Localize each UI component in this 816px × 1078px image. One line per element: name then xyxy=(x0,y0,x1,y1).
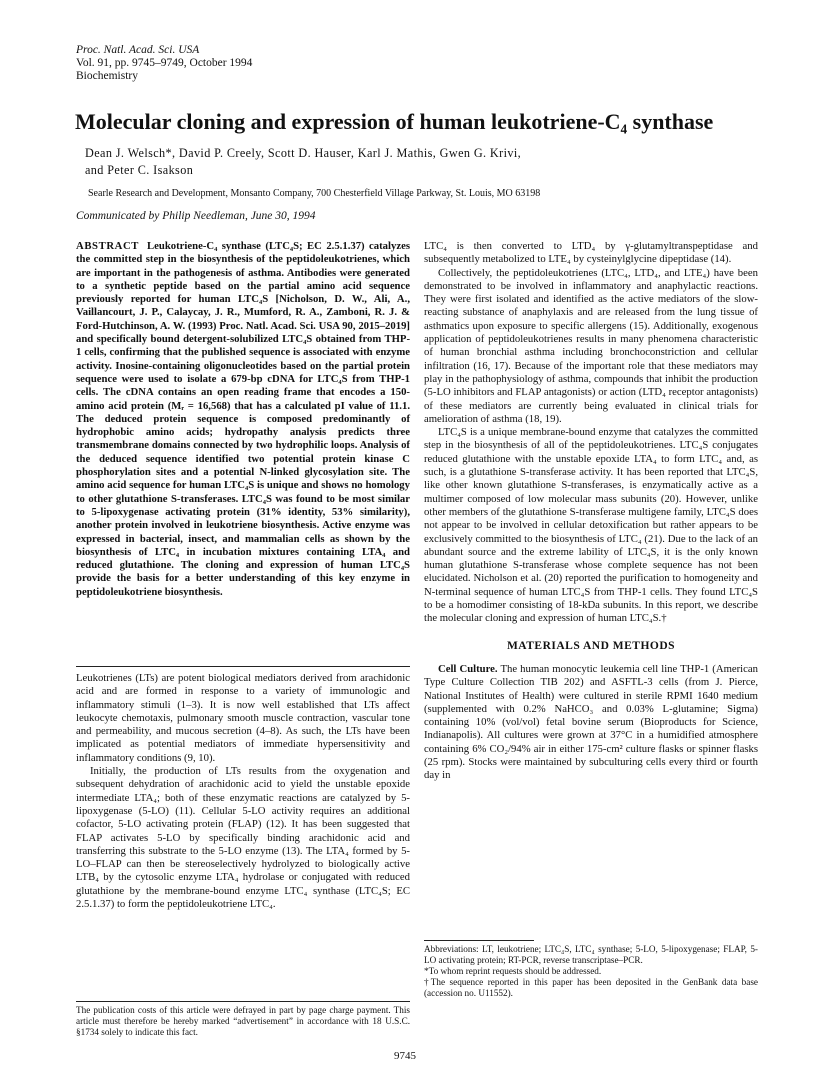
intro-paragraph-3: LTC₄ is then converted to LTD₄ by γ-glutamyltranspeptidase and subsequently metabolized to LTE₄ by cysteinylglycine dipeptidase (14). xyxy=(424,240,758,266)
cell-culture-text: The human monocytic leukemia cell line THP-1 (American Type Culture Collection TIB 202) and ASFTL-3 cells (from J. Pierce, National Institutes of Health) were cultured in sterile RPMI 1640 medium (supplemented with 0.2% NaHCO₃ and 0.03% L-glutamine; Sigma) containing 10% (vol/vol) fetal bovine serum (Bioproducts for Science, Indianapolis). All cultures were grown at 37°C in a humidified atmosphere containing 6% CO₂/94% air in either 175-cm² culture flasks or spinner flasks (25 rpm). Stocks were maintained by subculturing cells every third or fourth day in xyxy=(424,662,758,782)
intro-paragraph-2: Initially, the production of LTs results from the oxygenation and subsequent dehydration of arachidonic acid to yield the unstable epoxide intermediate LTA₄; both of these enzymatic reactions are catalyzed by 5-lipoxygenase (5-LO) (11). Cellular 5-LO activity requires an additional cofactor, 5-LO activating protein (FLAP) (12). It has been suggested that FLAP activates 5-LO by specifically binding arachidonic acid and transferring this substrate to the 5-LO enzyme (13). The LTA₄ formed by 5-LO–FLAP can then be stereoselectively hydrolyzed to biologically active LTB₄ by the cytosolic enzyme LTA₄ hydrolase or conjugated with reduced glutathione by the membrane-bound enzyme LTC₄ synthase (LTC₄S; EC 2.5.1.37) to form the peptidoleukotriene LTC₄. xyxy=(76,765,410,911)
cell-culture-label: Cell Culture. xyxy=(438,662,498,675)
left-body xyxy=(76,672,410,911)
journal-name: Proc. Natl. Acad. Sci. USA xyxy=(76,44,200,56)
footnote-divider-left xyxy=(76,1001,410,1002)
communicated-by: Communicated by Philip Needleman, June 30, 1994 xyxy=(76,210,316,222)
reprint-note: *To whom reprint requests should be addressed. xyxy=(424,966,602,976)
abstract xyxy=(76,240,410,599)
intro-paragraph-4: Collectively, the peptidoleukotrienes (LTC₄, LTD₄, and LTE₄) have been demonstrated to be involved in inflammatory and anaphylactic reactions. They were first isolated and identified as the active mediators of the slow-reacting substance of anaphylaxis and are released from the lung tissue of asthmatics upon exposure to specific allergens (15). Additionally, exogenous application of peptidoleukotrienes results in many phenomena characteristic of human bronchial asthma including bronchoconstriction and cellular infiltration (16, 17). Because of the important role that these mediators may play in the pathophysiology of asthma, compounds that inhibit the production (5-LO inhibitors and FLAP antagonists) or action (LTD₄ receptor antagonists) of these mediators are currently being evaluated in clinical trials for amelioration of asthma (18, 19). xyxy=(424,266,758,425)
cell-culture-paragraph xyxy=(424,663,758,783)
paper-title: Molecular cloning and expression of human leukotriene-C₄ synthase xyxy=(75,109,714,134)
left-column xyxy=(76,240,410,599)
page-number: 9745 xyxy=(394,1050,416,1062)
journal-header xyxy=(76,44,252,83)
footnote-divider-right xyxy=(424,940,534,941)
intro-paragraph-1: Leukotrienes (LTs) are potent biological mediators derived from arachidonic acid and are formed in response to a variety of immunologic and inflammatory stimuli (1–3). It is now well established that LTs affect leukocyte chemotaxis, pulmonary smooth muscle contraction, vascular tone and permeability, and mucous secretion (4–8). As such, the LTs have been implicated as potential mediators of immediate hypersensitivity and inflammatory conditions (9, 10). xyxy=(76,672,410,764)
abbreviations-note: Abbreviations: LT, leukotriene; LTC₄S, LTC₄ synthase; 5-LO, 5-lipoxygenase; FLAP, 5-LO activating protein; RT-PCR, reverse transcriptase–PCR. xyxy=(424,944,758,965)
author-list xyxy=(85,145,745,179)
left-footnote xyxy=(76,1005,410,1038)
journal-section: Biochemistry xyxy=(76,70,138,82)
right-footnotes xyxy=(424,938,758,999)
authors-line-1: Dean J. Welsch*, David P. Creely, Scott D. Hauser, Karl J. Mathis, Gwen G. Krivi, xyxy=(85,146,522,160)
methods-heading: MATERIALS AND METHODS xyxy=(506,639,676,652)
affiliation: Searle Research and Development, Monsanto Company, 700 Chesterfield Village Parkway, St. Louis, MO 63198 xyxy=(88,188,541,199)
journal-volume: Vol. 91, pp. 9745–9749, October 1994 xyxy=(76,57,253,69)
abstract-text: Leukotriene-C₄ synthase (LTC₄S; EC 2.5.1.37) catalyzes the committed step in the biosynthesis of the peptidoleukotrienes, which are important in the pathogenesis of asthma. Antibodies were generated to a synthetic peptide based on the partial amino acid sequence previously reported for human LTC₄S [Nicholson, D. W., Ali, A., Vaillancourt, J. P., Calaycay, J. R., Mumford, R. A., Zamboni, R. J. & Ford-Hutchinson, A. W. (1993) Proc. Natl. Acad. Sci. USA 90, 2015–2019] and specifically bound detergent-solubilized LTC₄S obtained from THP-1 cells, confirming that the published sequence is associated with enzyme activity. Inosine-containing oligonucleotides based on the partial protein sequence were used to isolate a 679-bp cDNA for LTC₄S from THP-1 cells. The cDNA contains an open reading frame that encodes a 150-amino acid protein (Mᵣ = 16,568) that has a calculated pI value of 11.1. The deduced protein sequence is composed predominantly of hydrophobic amino acids; hydropathy analysis predicts three transmembrane domains connected by two hydrophilic loops. Analysis of the deduced sequence identified two potential protein kinase C phosphorylation sites and a potential N-linked glycosylation site. The amino acid sequence for human LTC₄S is unique and shows no homology to other glutathione S-transferases. LTC₄S was found to be most similar to 5-lipoxygenase activating protein (31% identity, 53% similarity), another protein involved in leukotriene biosynthesis. Active enzyme was expressed in bacterial, insect, and mammalian cells as shown by the biosynthesis of LTC₄ in incubation mixtures containing LTA₄ and reduced glutathione. The cloning and expression of human LTC₄S provide the basis for a better understanding of this key enzyme in peptidoleukotriene biosynthesis. xyxy=(76,240,410,598)
intro-paragraph-5: LTC₄S is a unique membrane-bound enzyme that catalyzes the committed step in the biosynthesis of all of the peptidoleukotrienes. LTC₄S conjugates reduced glutathione with the unstable epoxide LTA₄ to form LTC₄ and, as such, is a glutathione S-transferase activity. It has been reported that LTC₄S, like other known glutathione S-transferases, is enzymatically active as a multimer composed of low molecular mass subunits (20). However, unlike other members of the glutathione S-transferase multigene family, LTC₄S does not appear to be involved in cellular detoxification but rather appears to be exclusively committed to the biosynthesis of LTC₄ (21). Due to the lack of an abundant source and the extreme lability of LTC₄S, it is the only known human glutathione S-transferase whose complete sequence has not been elucidated. Nicholson et al. (20) reported the purification to homogeneity and N-terminal sequence of human LTC₄S from THP-1 cells. They found LTC₄S to be a homodimer consisting of 18-kDa subunits. In this report, we describe the molecular cloning and expression of human LTC₄S.† xyxy=(424,426,758,625)
abstract-divider xyxy=(76,666,410,667)
right-column xyxy=(424,240,758,783)
publication-costs-note: The publication costs of this article were defrayed in part by page charge payment. This article must therefore be hereby marked “advertisement” in accordance with 18 U.S.C. §1734 solely to indicate this fact. xyxy=(76,1005,410,1037)
genbank-note: †The sequence reported in this paper has been deposited in the GenBank data base (accession no. U11552). xyxy=(424,977,758,998)
authors-line-2: and Peter C. Isakson xyxy=(85,163,194,177)
abstract-label: ABSTRACT xyxy=(76,240,140,252)
